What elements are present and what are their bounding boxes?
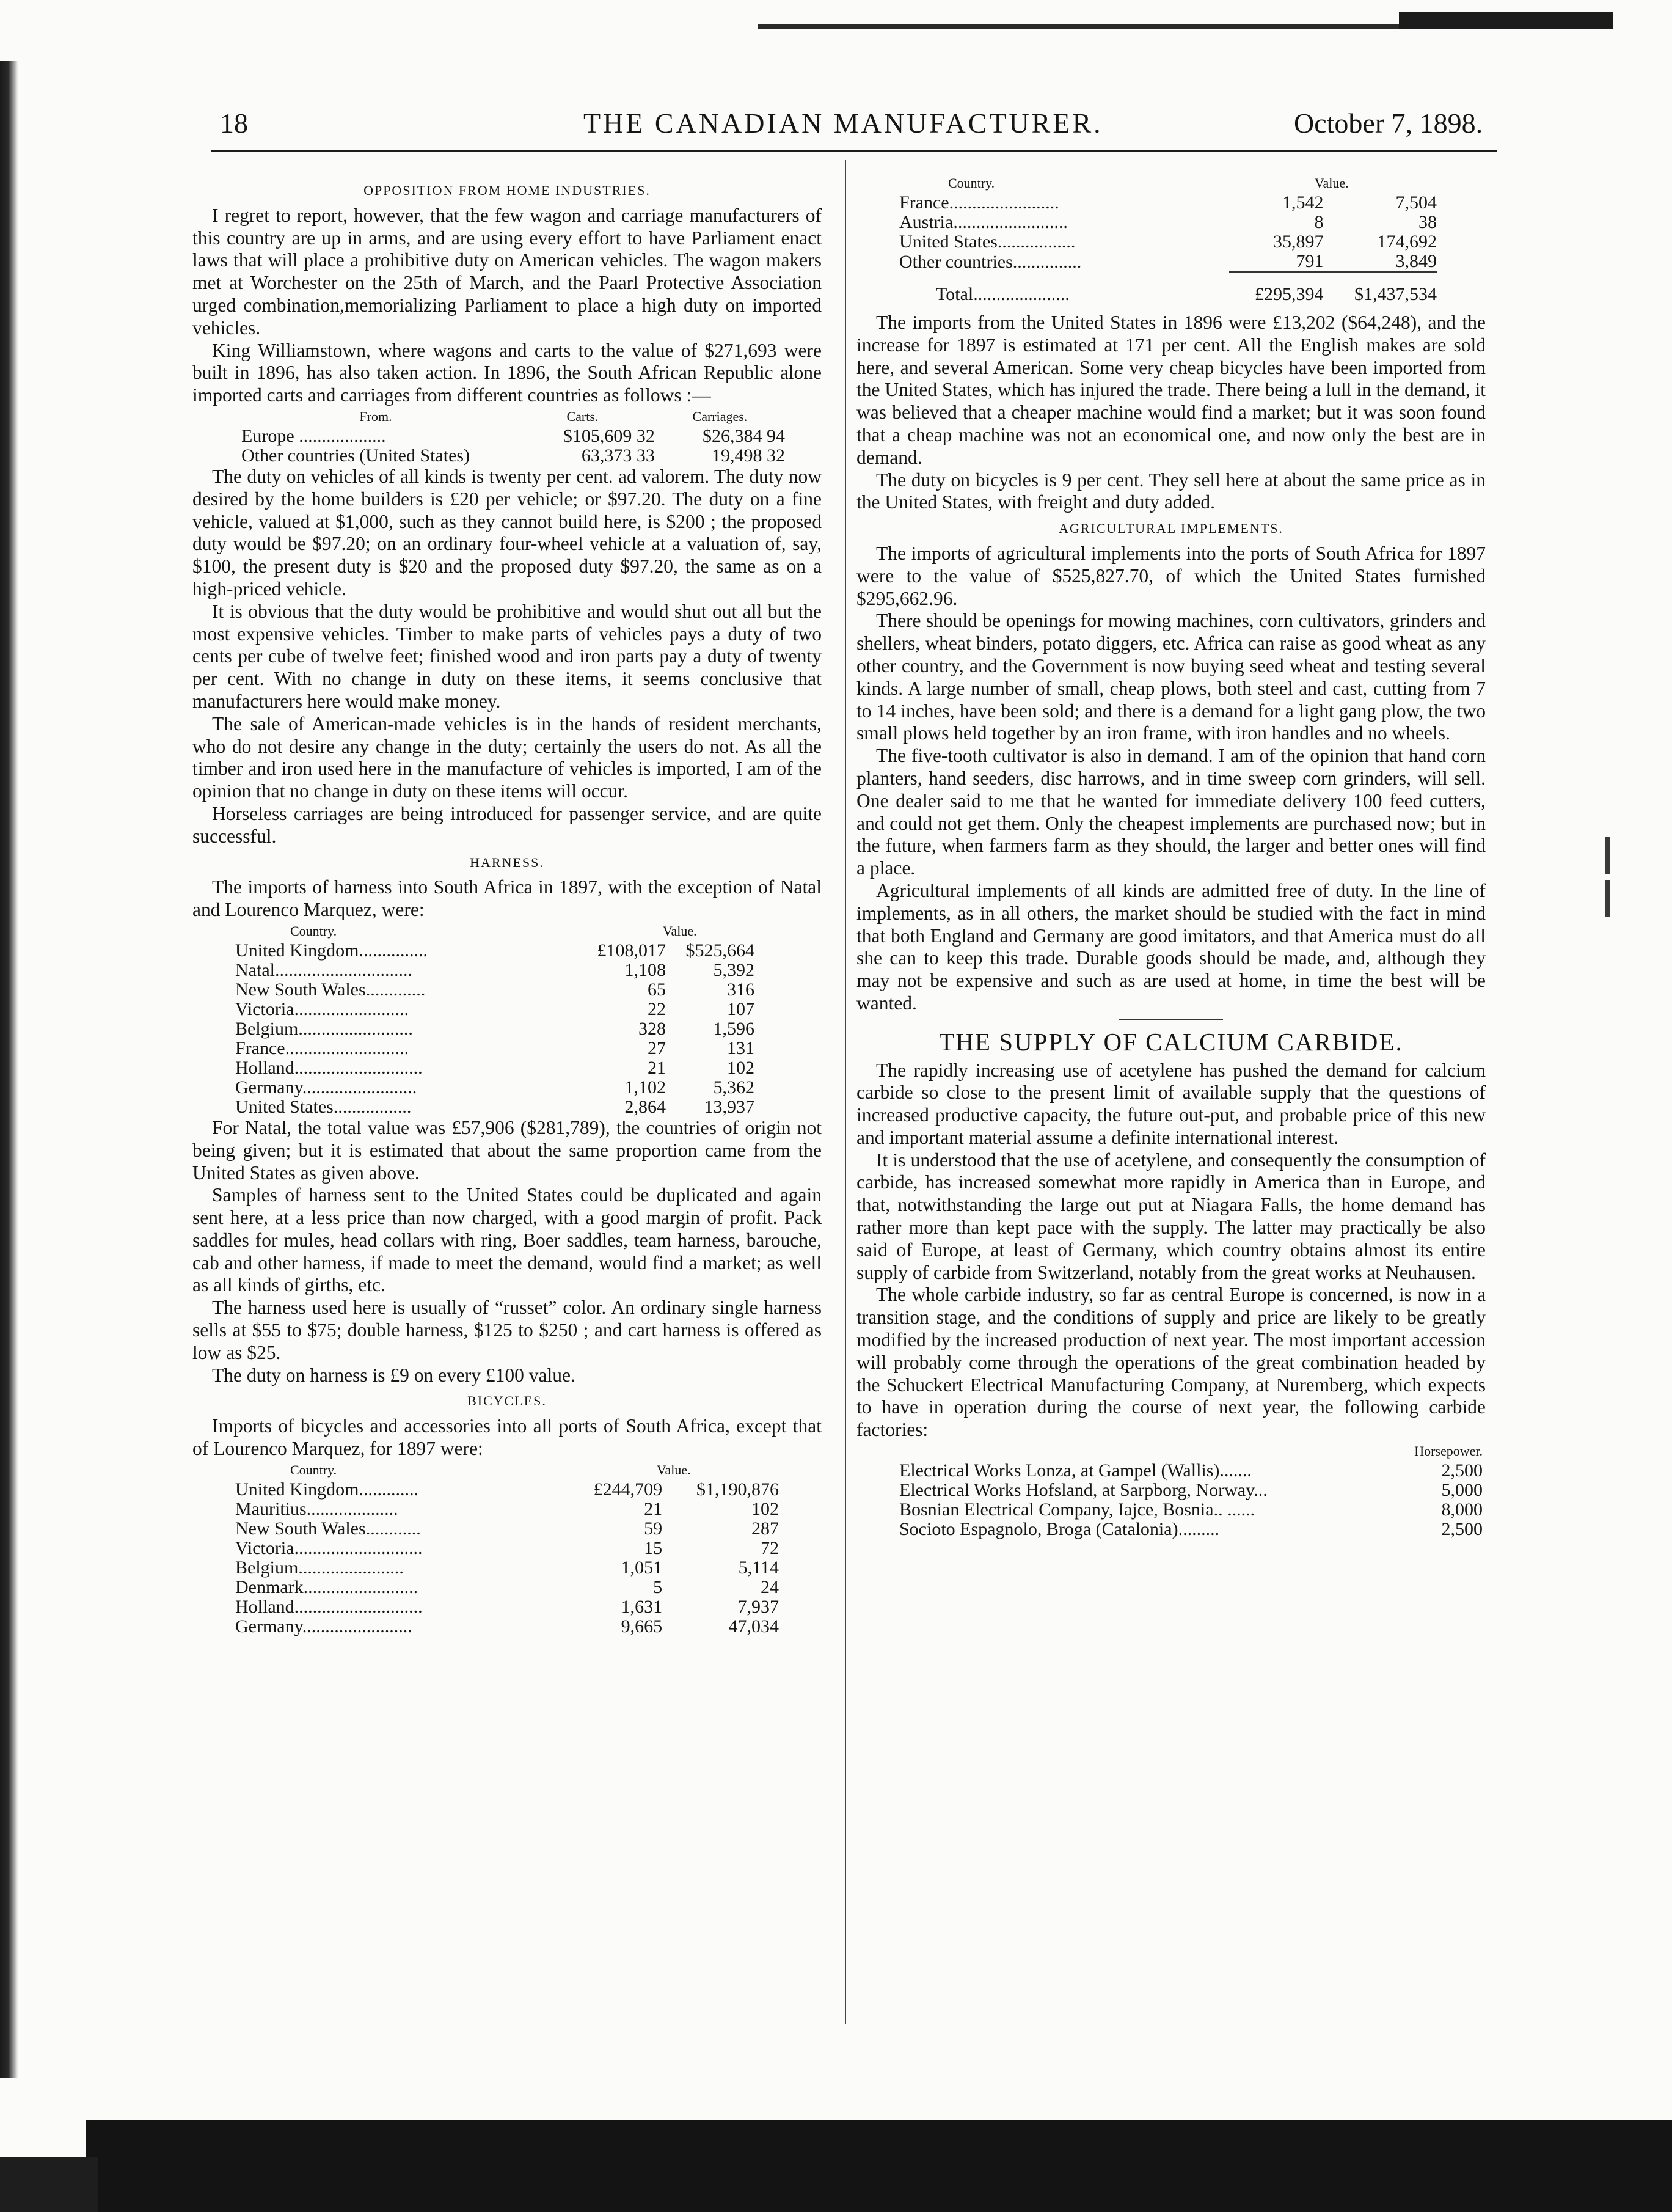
country-name: United Kingdom	[235, 940, 359, 961]
table-row: Belgium......................... 328 1,596	[235, 1018, 754, 1039]
column-header: Value.	[657, 1462, 691, 1478]
table-cell: $105,609 32	[563, 425, 655, 446]
table-row: New South Wales............. 65 316	[235, 979, 754, 1000]
table-row: Holland............................ 1,631 7,937	[235, 1596, 779, 1617]
table-cell: 21	[648, 1057, 666, 1078]
table-row: Belgium....................... 1,051 5,114	[235, 1557, 779, 1578]
table-cell: $525,664	[685, 940, 754, 961]
section-heading-opposition: OPPOSITION FROM HOME INDUSTRIES.	[363, 183, 651, 198]
country-name: Other countries	[899, 252, 1013, 272]
table-cell: 5	[653, 1577, 663, 1597]
table-row: Victoria......................... 22 107	[235, 998, 754, 1019]
table-cell: 9,665	[621, 1616, 663, 1636]
table-cell: 131	[727, 1038, 754, 1058]
country-name: United Kingdom	[235, 1479, 359, 1500]
table-cell: 7,937	[737, 1596, 779, 1617]
country-name: United States	[235, 1096, 334, 1117]
paragraph: Imports of bicycles and accessories into all ports of South Africa, except that of Lourenco Marquez, for 1897 were:	[192, 1415, 822, 1460]
total-label: Total	[936, 284, 974, 304]
table-row: Electrical Works Lonza, at Gampel (Wallis)....... 2,500	[899, 1460, 1483, 1481]
country-name: Holland	[235, 1596, 294, 1617]
table-row: Mauritius.................... 21 102	[235, 1498, 779, 1519]
paragraph: Samples of harness sent to the United States could be duplicated and again sent here, at a less price than now charged, with a good margin of profit. Pack saddles for mules, head collars with ring, Boer saddles, team harness, barouche, cab and other harness, if made to meet the demand, would find a market; as well as all kinds of girths, etc.	[192, 1184, 822, 1296]
table-row: Natal.............................. 1,108 5,392	[235, 959, 754, 980]
right-scan-mark	[1605, 880, 1610, 917]
factory-name: Bosnian Electrical Company, Iajce, Bosnia	[899, 1500, 1214, 1520]
table-cell: 1,102	[624, 1077, 666, 1097]
table-cell: 2,500	[1441, 1519, 1483, 1540]
table-cell: 5,000	[1441, 1480, 1483, 1501]
table-row: Other countries............... 791 3,849	[899, 251, 1437, 272]
table-row: United Kingdom............. £244,709 $1,190,876	[235, 1479, 779, 1500]
table-cell: £244,709	[593, 1479, 663, 1500]
factory-name: Electrical Works Hofsland, at Sarpborg, Norway	[899, 1480, 1254, 1501]
paragraph: The imports of harness into South Africa in 1897, with the exception of Natal and Lourenco Marquez, were:	[192, 876, 822, 921]
bicycles-table	[235, 1460, 779, 1636]
column-header: From.	[359, 408, 392, 424]
table-cell: 287	[751, 1518, 779, 1539]
table-cell: 13,937	[704, 1096, 754, 1117]
table-cell: 2,864	[624, 1096, 666, 1117]
table-cell: 3,849	[1395, 251, 1437, 271]
country-name: Natal	[235, 959, 275, 980]
paragraph: The sale of American-made vehicles is in the hands of resident merchants, who do not desire any change in the duty; certainly the users do not. As all the timber and iron used here in the manufacture of vehicles is imported, I am of the opinion that no change in duty on these items will occur.	[192, 712, 822, 802]
table-cell: 5,392	[713, 959, 754, 980]
left-column	[192, 176, 822, 1636]
table-cell: 59	[644, 1518, 663, 1539]
table-cell: $1,437,534	[1354, 284, 1437, 304]
country-name: New South Wales	[235, 979, 366, 1000]
country-name: Austria	[899, 212, 954, 232]
table-cell: 65	[648, 979, 666, 1000]
table-cell: 38	[1418, 212, 1437, 232]
section-heading-harness: HARNESS.	[470, 854, 544, 870]
table-cell: 1,108	[624, 959, 666, 980]
table-row: United States................. 2,864 13,937	[235, 1096, 754, 1117]
section-heading-bicycles: BICYCLES.	[467, 1393, 547, 1409]
table-cell: 316	[727, 979, 754, 1000]
masthead-title: THE CANADIAN MANUFACTURER.	[583, 108, 1103, 139]
table-row: United States................. 35,897 174,692	[899, 232, 1437, 252]
table-cell: 1,631	[621, 1596, 663, 1617]
table-row	[241, 427, 785, 446]
table-row: France........................... 27 131	[235, 1038, 754, 1058]
factory-name: Electrical Works Lonza, at Gampel (Wallis)	[899, 1460, 1220, 1481]
table-cell: £295,394	[1255, 284, 1324, 304]
table-row: Denmark......................... 5 24	[235, 1577, 779, 1597]
country-name: Holland	[235, 1057, 294, 1078]
table-cell: 328	[638, 1018, 666, 1039]
bottom-scan-corner	[0, 2157, 98, 2212]
section-divider	[1119, 1019, 1223, 1020]
column-header: Country.	[290, 1462, 337, 1478]
column-header: Value.	[1315, 175, 1349, 191]
country-name: New South Wales	[235, 1518, 366, 1539]
table-row: Victoria............................ 15 72	[235, 1537, 779, 1558]
country-name: France	[899, 192, 949, 213]
bottom-scan-strip	[86, 2120, 1672, 2212]
table-row: United Kingdom............... £108,017 $525,664	[235, 940, 754, 961]
table-cell: 35,897	[1273, 232, 1324, 252]
paragraph: It is understood that the use of acetylene, and consequently the consumption of carbide, has increased somewhat more rapidly in America than in Europe, and that, notwithstanding the large out put at Niagara Falls, the home demand has rather more than kept pace with the supply. The latter may practically be also said of Europe, at least of Germany, which country obtains almost its entire supply of carbide from Switzerland, notably from the great works at Neuhausen.	[856, 1149, 1486, 1283]
section-heading-agricultural: AGRICULTURAL IMPLEMENTS.	[1059, 521, 1283, 537]
table-cell: 1,596	[713, 1018, 754, 1039]
table-cell: 5,114	[738, 1557, 779, 1578]
table-cell: 7,504	[1395, 192, 1437, 213]
harness-table	[235, 921, 754, 1117]
table-cell: 72	[761, 1537, 779, 1558]
table-cell: 15	[644, 1537, 663, 1558]
issue-date: October 7, 1898.	[1294, 108, 1483, 139]
table-cell: $26,384 94	[703, 425, 785, 446]
table-cell: 19,498 32	[712, 445, 785, 466]
column-header: Country.	[290, 923, 337, 939]
left-scan-edge	[0, 61, 18, 2078]
table-cell: 47,034	[728, 1616, 779, 1636]
paragraph: The duty on harness is £9 on every £100 value.	[212, 1364, 575, 1386]
right-column	[856, 174, 1486, 1539]
paragraph: King Williamstown, where wagons and carts to the value of $271,693 were built in 1896, has also taken action. In 1896, the South African Republic alone imported carts and carriages from different countries as follows :—	[192, 339, 822, 406]
paragraph: For Natal, the total value was £57,906 ($281,789), the countries of origin not being given; but it is estimated that about the same proportion came from the United States as given above.	[192, 1116, 822, 1184]
header-rule	[211, 150, 1497, 152]
paragraph: Agricultural implements of all kinds are admitted free of duty. In the line of implements, as in all others, the market should be studied with the fact in mind that both England and Germany are good imitators, and that America must do all she can to keep this trade. Durable goods should be made, and, although they may not be expensive and such as are used at home, in time the best will be wanted.	[856, 879, 1486, 1014]
paragraph: The rapidly increasing use of acetylene has pushed the demand for calcium carbide so close to the present limit of available supply that the questions of increased productive capacity, the future out-put, and probable price of this new and important material assume a definite international interest.	[856, 1059, 1486, 1148]
paragraph: The imports from the United States in 1896 were £13,202 ($64,248), and the increase for 1897 is estimated at 171 per cent. All the English makes are sold here, and several American. Some very cheap bicycles have been imported from the United States, which has injured the trade. There being a lull in the demand, it was believed that a cheaper machine would find a market; but it was soon found that a cheap machine was not an economical one, and now only the best are in demand.	[856, 312, 1486, 468]
table-row: Socioto Espagnolo, Broga (Catalonia)......... 2,500	[899, 1519, 1483, 1540]
right-scan-mark	[1605, 837, 1610, 874]
country-name: Victoria	[235, 998, 294, 1019]
country-name: Mauritius	[235, 1498, 307, 1519]
table-cell: 102	[751, 1498, 779, 1519]
table-cell: 791	[1296, 251, 1324, 271]
country-name: United States	[899, 232, 998, 252]
table-cell: 8	[1314, 212, 1324, 232]
paragraph: The imports of agricultural implements into the ports of South Africa for 1897 were to the value of $525,827.70, of which the United States furnished $295,662.96.	[856, 542, 1486, 609]
paragraph: Horseless carriages are being introduced for passenger service, and are quite successful.	[192, 802, 822, 847]
country-name: France	[235, 1038, 285, 1058]
table-cell: 1,542	[1282, 192, 1324, 213]
table-row: Electrical Works Hofsland, at Sarpborg, Norway... 5,000	[899, 1480, 1483, 1501]
table-row: Holland............................ 21 102	[235, 1057, 754, 1078]
table-cell: 63,373 33	[581, 445, 655, 466]
table-cell: 21	[644, 1498, 663, 1519]
carbide-factories-table	[899, 1441, 1483, 1539]
table-cell: Europe ...................	[241, 425, 386, 446]
paragraph: The whole carbide industry, so far as central Europe is concerned, is now in a transition stage, and the conditions of supply and price are likely to be greatly modified by the increased production of next year. The most important accession will probably come through the operations of the great combination headed by the Schuckert Electrical Manufacturing Company, at Nuremberg, which expects to have in operation during the course of next year, the following carbide factories:	[856, 1284, 1486, 1441]
paragraph: The duty on vehicles of all kinds is twenty per cent. ad valorem. The duty now desired by the home builders is £20 per vehicle; or $97.20. The duty on a fine vehicle, valued at $1,000, such as they cannot build here, is $200 ; the proposed duty would be $97.20; on an ordinary four-wheel vehicle at a valuation of, say, $100, the present duty is $20 and the proposed duty $97.20, the same as on a high-priced vehicle.	[192, 465, 822, 599]
table-cell: £108,017	[597, 940, 666, 961]
country-name: Belgium	[235, 1018, 299, 1039]
table-cell: 102	[727, 1057, 754, 1078]
bicycles-table-continued	[899, 174, 1437, 304]
table-row: France........................ 1,542 7,504	[899, 192, 1437, 213]
column-divider	[845, 160, 846, 2024]
sum-rule	[1324, 272, 1437, 285]
table-cell: 5,362	[713, 1077, 754, 1097]
country-name: Denmark	[235, 1577, 304, 1597]
table-cell: 8,000	[1441, 1500, 1483, 1520]
table-row: Germany......................... 1,102 5,362	[235, 1077, 754, 1097]
table-cell: $1,190,876	[696, 1479, 779, 1500]
paragraph: The harness used here is usually of “russet” color. An ordinary single harness sells at $55 to $75; double harness, $125 to $250 ; and cart harness is offered as low as $25.	[192, 1297, 822, 1363]
table-row: Austria......................... 8 38	[899, 212, 1437, 232]
table-row: Bosnian Electrical Company, Iajce, Bosnia.. ...... 8,000	[899, 1500, 1483, 1520]
table-row: Germany........................ 9,665 47,034	[235, 1616, 779, 1636]
country-name: Belgium	[235, 1557, 299, 1578]
column-header: Carriages.	[692, 408, 748, 424]
article-title-calcium-carbide: THE SUPPLY OF CALCIUM CARBIDE.	[939, 1027, 1403, 1056]
table-cell: 1,051	[621, 1557, 663, 1578]
column-header: Horsepower.	[1414, 1443, 1483, 1459]
total-row: Total..................... £295,394 $1,437,534	[936, 284, 1437, 304]
table-cell: 24	[761, 1577, 779, 1597]
column-header: Value.	[663, 923, 697, 939]
carts-table	[241, 407, 785, 466]
country-name: Victoria	[235, 1537, 294, 1558]
table-row: New South Wales............ 59 287	[235, 1518, 779, 1539]
sum-rule	[1229, 272, 1324, 285]
table-cell: 174,692	[1377, 232, 1437, 252]
factory-name: Socioto Espagnolo, Broga (Catalonia)	[899, 1519, 1178, 1540]
table-row	[241, 446, 785, 466]
page-number: 18	[220, 108, 248, 139]
paragraph: It is obvious that the duty would be prohibitive and would shut out all but the most expensive vehicles. Timber to make parts of vehicles pays a duty of two cents per cube of twelve feet; finished wood and iron parts pay a duty of twenty per cent. With no change in duty on these items, it seems conclusive that manufacturers here would make money.	[192, 600, 822, 712]
paragraph: There should be openings for mowing machines, corn cultivators, grinders and shellers, wheat binders, potato diggers, etc. Africa can raise as good wheat as any other country, and the Government is now buying seed wheat and testing several kinds. A large number of small, cheap plows, both steel and cast, cutting from 7 to 14 inches, have been sold; and there is a demand for a light gang plow, the two small plows held together by an iron frame, with iron handles and no wheels.	[856, 610, 1486, 744]
country-name: Germany	[235, 1077, 302, 1097]
column-header: Country.	[948, 175, 995, 191]
table-cell: Other countries (United States)	[241, 445, 470, 466]
paragraph: The duty on bicycles is 9 per cent. They sell here at about the same price as in the United States, with freight and duty added.	[856, 469, 1486, 513]
top-scan-mark	[1399, 12, 1613, 29]
table-cell: 2,500	[1441, 1460, 1483, 1481]
table-cell: 27	[648, 1038, 666, 1058]
table-cell: 22	[648, 998, 666, 1019]
paragraph: The five-tooth cultivator is also in demand. I am of the opinion that hand corn planters, hand seeders, disc harrows, and in time sweep corn grinders, will sell. One dealer said to me that he wanted for immediate delivery 100 feed cutters, and could not get them. Only the cheapest implements are purchased now; but in the future, when farmers farm as they should, the larger and better ones will find a place.	[856, 745, 1486, 879]
country-name: Germany	[235, 1616, 302, 1636]
table-cell: 107	[727, 998, 754, 1019]
paragraph: I regret to report, however, that the few wagon and carriage manufacturers of this country are up in arms, and are using every effort to have Parliament enact laws that will place a prohibitive duty on American vehicles. The wagon makers met at Worchester on the 25th of March, and the Paarl Protective Association urged combination,memorializing Parliament to place a high duty on imported vehicles.	[192, 204, 822, 339]
column-header: Carts.	[566, 408, 599, 424]
